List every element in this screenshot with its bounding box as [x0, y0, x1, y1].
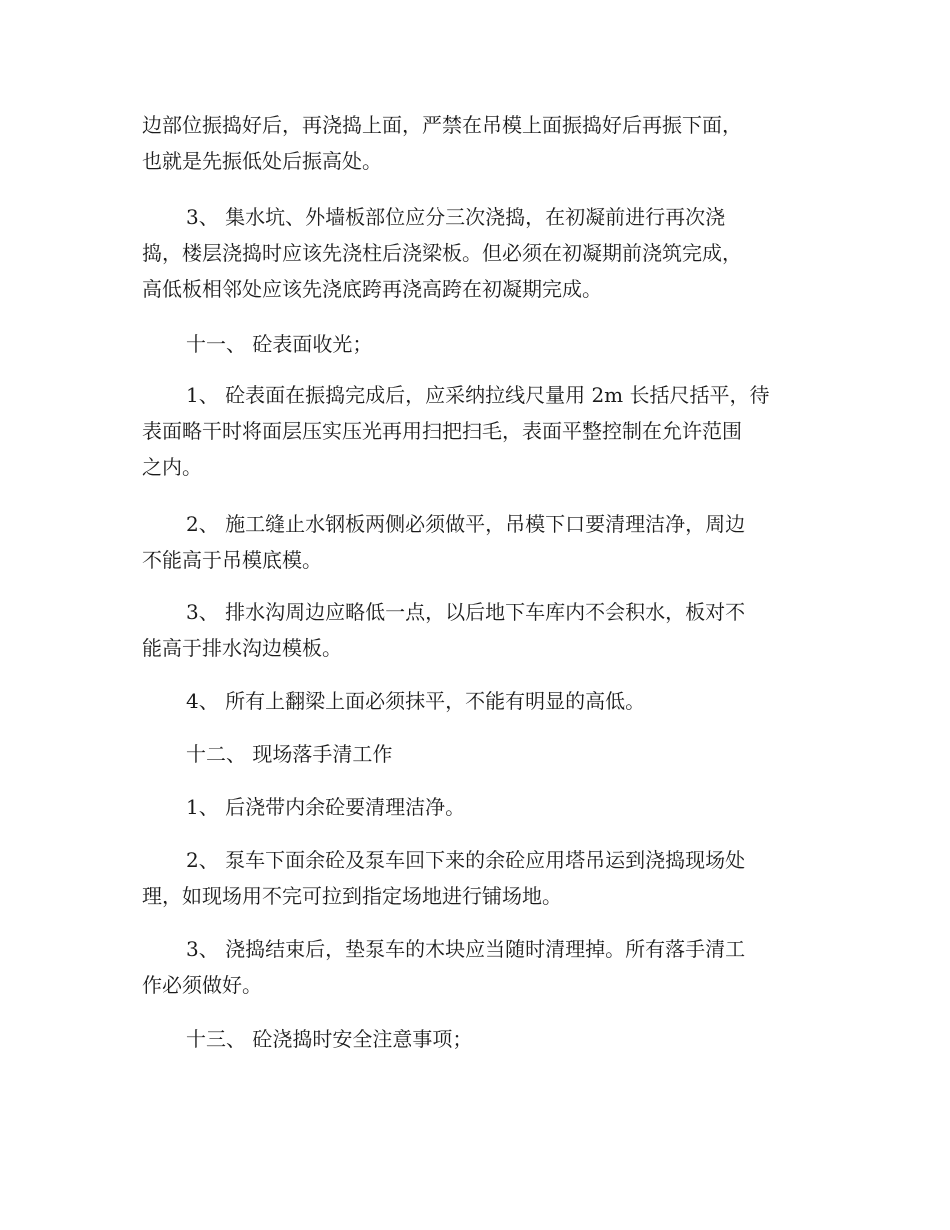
- paragraph-item-2-pump-truck: [142, 842, 810, 914]
- paragraph-item-3-sump-pit: [142, 199, 810, 307]
- text-line: 十三、 砼浇捣时安全注意事项；: [186, 1027, 473, 1051]
- text-line: 3、 集水坑、外墙板部位应分三次浇捣，在初凝前进行再次浇: [186, 205, 726, 229]
- text-line: 表面略干时将面层压实压光再用扫把扫毛，表面平整控制在允许范围: [142, 419, 742, 443]
- section-heading-12: [142, 736, 810, 772]
- text-line: 十二、 现场落手清工作: [186, 742, 393, 766]
- text-line: 不能高于吊模底模。: [142, 548, 322, 572]
- text-line: 2、 施工缝止水钢板两侧必须做平，吊模下口要清理洁净，周边: [186, 512, 746, 536]
- text-line: 作必须做好。: [142, 973, 262, 997]
- text-line: 十一、 砼表面收光；: [186, 332, 373, 356]
- text-line: 高低板相邻处应该先浇底跨再浇高跨在初凝期完成。: [142, 277, 602, 301]
- text-line: 捣，楼层浇捣时应该先浇柱后浇梁板。但必须在初凝期前浇筑完成，: [142, 241, 742, 265]
- text-line: 边部位振捣好后，再浇捣上面，严禁在吊模上面振捣好后再振下面，: [142, 113, 742, 137]
- text-line: 3、 浇捣结束后，垫泵车的木块应当随时清理掉。所有落手清工: [186, 937, 746, 961]
- paragraph-item-3-cleanup: [142, 931, 810, 1003]
- paragraph-item-1-post-pour: [142, 789, 810, 825]
- paragraph-item-3-drain: [142, 594, 810, 666]
- text-line: 1、 后浇带内余砼要清理洁净。: [186, 795, 466, 819]
- section-heading-11: [142, 326, 810, 362]
- text-line: 能高于排水沟边模板。: [142, 636, 342, 660]
- text-line: 理，如现场用不完可拉到指定场地进行铺场地。: [142, 884, 562, 908]
- text-line: 3、 排水沟周边应略低一点，以后地下车库内不会积水，板对不: [186, 600, 746, 624]
- section-heading-13: [142, 1021, 810, 1057]
- text-line: 也就是先振低处后振高处。: [142, 149, 382, 173]
- text-line: 2、 泵车下面余砼及泵车回下来的余砼应用塔吊运到浇捣现场处: [186, 848, 746, 872]
- text-line: 4、 所有上翻梁上面必须抹平，不能有明显的高低。: [186, 689, 646, 713]
- paragraph-item-4-beams: [142, 683, 810, 719]
- text-line: 之内。: [142, 455, 202, 479]
- paragraph-item-1-surface: [142, 377, 810, 485]
- paragraph-vibration-order: [142, 107, 810, 179]
- text-line: 1、 砼表面在振捣完成后，应采纳拉线尺量用 2m 长括尺括平，待: [186, 383, 770, 407]
- paragraph-item-2-waterstop: [142, 506, 810, 578]
